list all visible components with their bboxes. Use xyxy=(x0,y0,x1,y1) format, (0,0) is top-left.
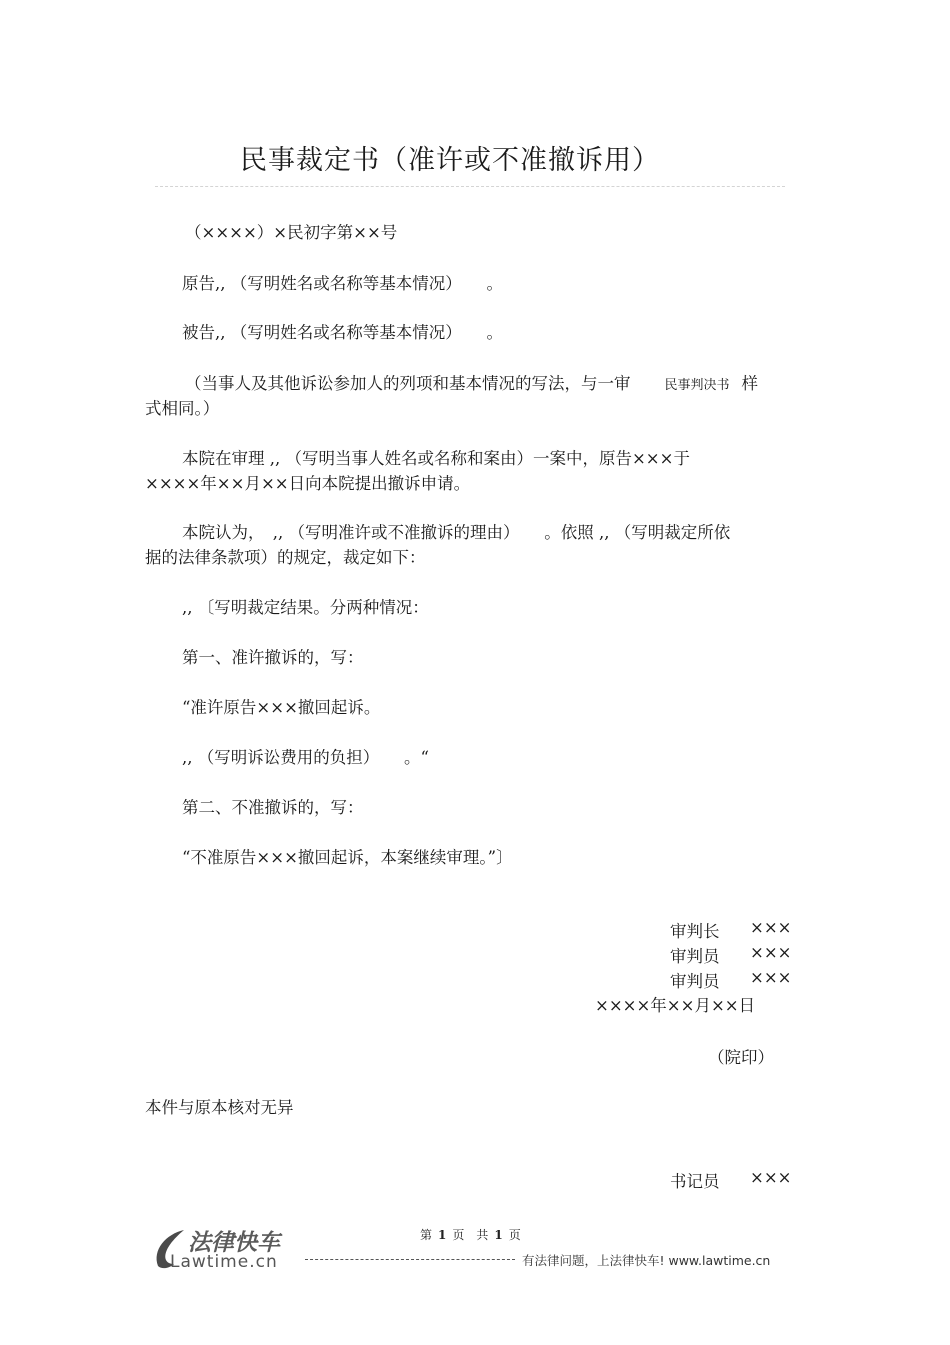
page-current: 1 xyxy=(438,1228,447,1242)
verification-note: 本件与原本核对无异 xyxy=(145,1098,294,1117)
court-seal: （院印） xyxy=(708,1048,774,1067)
parties-note-tail: 样 xyxy=(741,374,759,393)
clerk-role: 书记员 xyxy=(670,1172,720,1191)
signature-name: ××× xyxy=(750,968,792,987)
page-prefix: 第 xyxy=(420,1228,433,1242)
defendant-line: 被告,, （写明姓名或名称等基本情况） 。 xyxy=(182,323,503,342)
signature-row xyxy=(670,968,810,993)
parties-note-text: （当事人及其他诉讼参加人的列项和基本情况的写法，与一审 xyxy=(185,374,631,393)
parties-note-ref: 民事判决书 xyxy=(664,378,730,393)
ruling-date: ××××年××月××日 xyxy=(595,996,756,1015)
signature-row xyxy=(670,943,810,968)
signature-role: 审判员 xyxy=(670,947,720,966)
case-number: （××××）×民初字第××号 xyxy=(185,223,398,242)
page-mid: 页 共 xyxy=(452,1228,489,1242)
title-divider xyxy=(155,186,785,187)
ruling-line1: 本院认为， ,, （写明准许或不准撤诉的理由） 。依照 ,, （写明裁定所依 xyxy=(182,523,731,542)
result-intro: ,, 〔写明裁定结果。分两种情况： xyxy=(182,598,429,617)
case2-heading: 第二、不准撤诉的，写： xyxy=(182,798,364,817)
clerk-signature xyxy=(670,1168,810,1192)
case1-fee: ,, （写明诉讼费用的负担） 。“ xyxy=(182,748,429,767)
signature-name: ××× xyxy=(750,943,792,962)
signature-name: ××× xyxy=(750,918,792,937)
trial-line1: 本院在审理 ,, （写明当事人姓名或名称和案由）一案中，原告×××于 xyxy=(182,449,690,468)
logo-english: Lawtime.cn xyxy=(170,1252,278,1272)
ruling-line2: 据的法律条款项）的规定，裁定如下： xyxy=(145,548,426,567)
parties-note-line1 xyxy=(185,371,758,398)
signature-role: 审判长 xyxy=(670,922,720,941)
case2-text: “不准原告×××撤回起诉，本案继续审理。”〕 xyxy=(182,848,513,867)
signature-role: 审判员 xyxy=(670,972,720,991)
page-indicator xyxy=(420,1226,521,1243)
signature-row xyxy=(670,918,810,943)
clerk-name: ××× xyxy=(750,1168,792,1187)
plaintiff-line: 原告,, （写明姓名或名称等基本情况） 。 xyxy=(182,274,503,293)
footer-slogan: 有法律问题，上法律快车! www.lawtime.cn xyxy=(522,1253,771,1268)
logo-chinese: 法律快车 xyxy=(188,1230,280,1256)
page-total: 1 xyxy=(494,1228,503,1242)
parties-note-line2: 式相同。） xyxy=(145,399,220,418)
document-title: 民事裁定书（准许或不准撤诉用） xyxy=(240,145,660,176)
footer-divider xyxy=(305,1259,515,1260)
case1-heading: 第一、准许撤诉的，写： xyxy=(182,648,364,667)
case1-text: “准许原告×××撤回起诉。 xyxy=(182,698,381,717)
signature-block xyxy=(670,918,810,993)
trial-line2: ××××年××月××日向本院提出撤诉申请。 xyxy=(145,474,471,493)
page-suffix: 页 xyxy=(508,1228,521,1242)
